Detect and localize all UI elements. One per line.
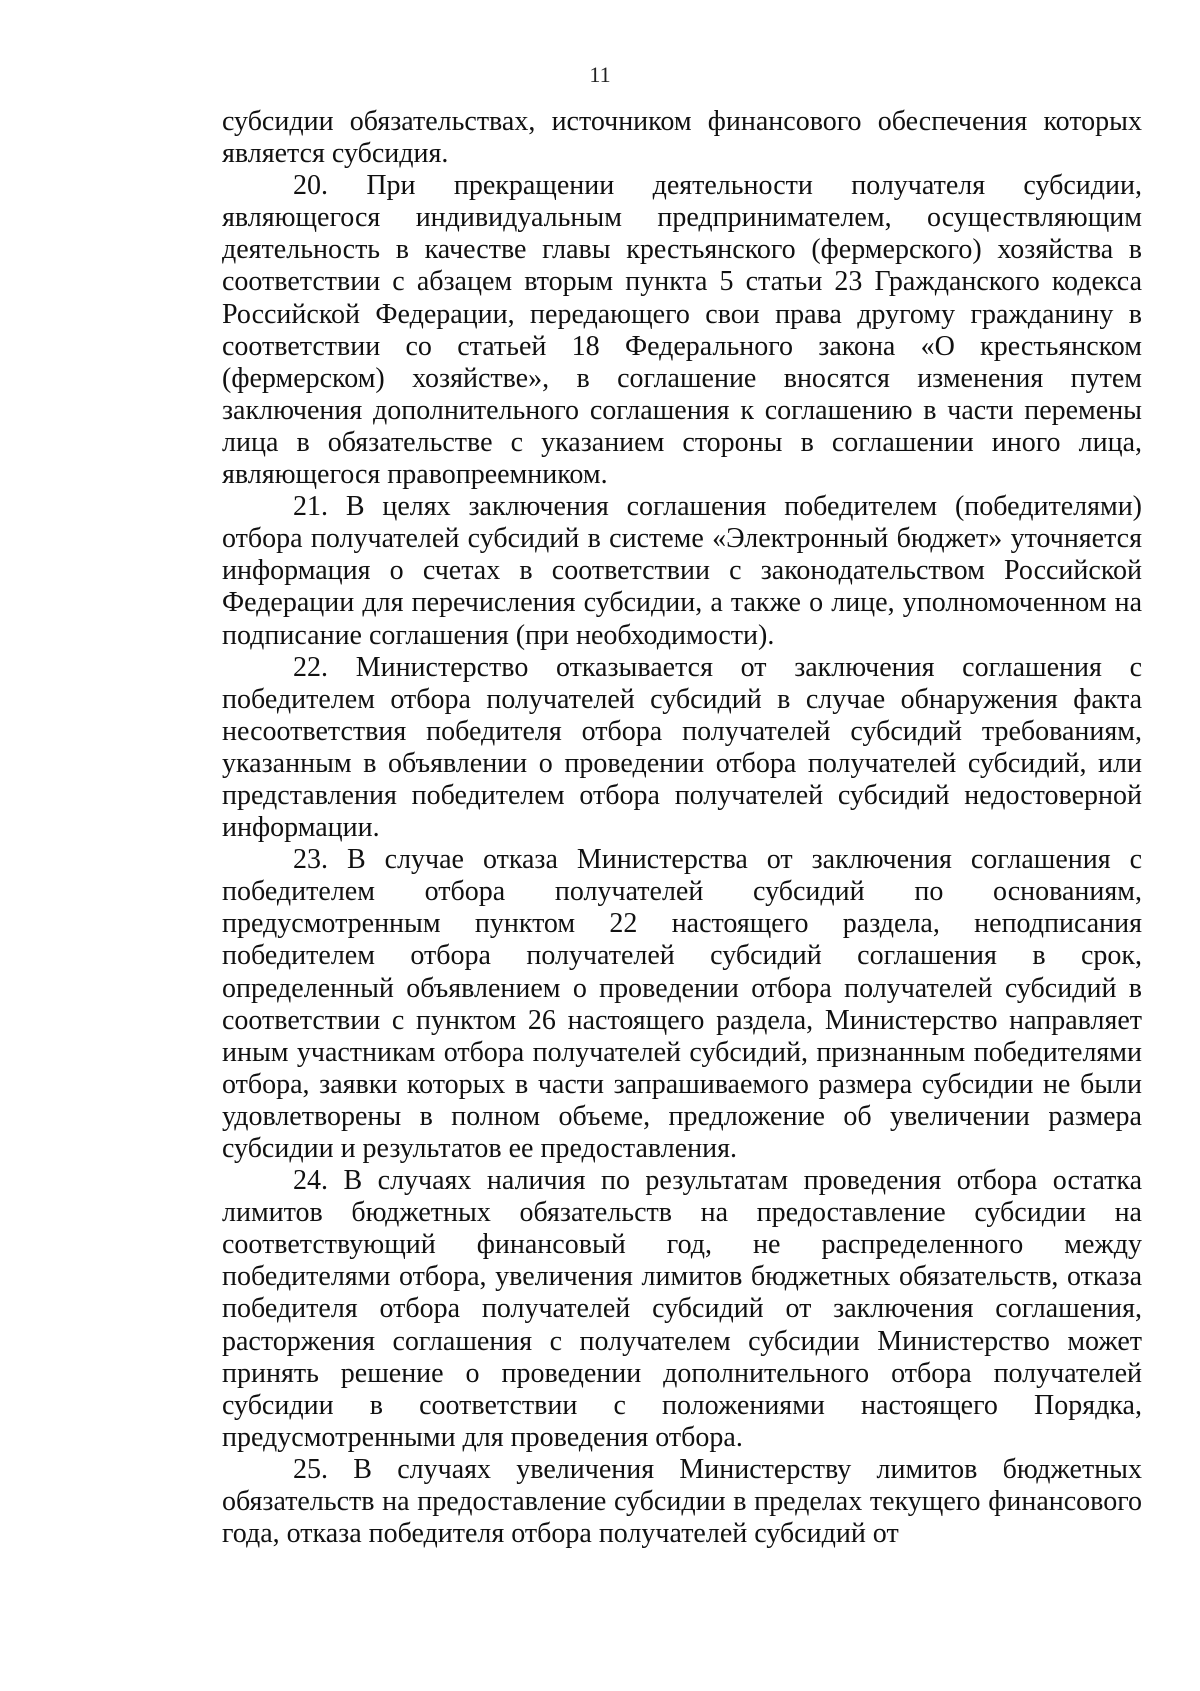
page-number: 11 (589, 62, 611, 87)
paragraph-item-23: 23. В случае отказа Министерства от заключения соглашения с победителем отбора получателей субсидий по основаниям, предусмотренным пунктом 22 настоящего раздела, неподписания победителем отбора получателей субсидий соглашения в срок, определенный объявлением о проведении отбора получателей субсидий в соответствии с пунктом 26 настоящего раздела, Министерство направляет иным участникам отбора получателей субсидий, признанным победителями отбора, заявки которых в части запрашиваемого размера субсидии не были удовлетворены в полном объеме, предложение об увеличении размера субсидии и результатов ее предоставления. (222, 844, 1142, 1164)
document-body (222, 106, 1142, 1550)
paragraph-item-25: 25. В случаях увеличения Министерству лимитов бюджетных обязательств на предоставление субсидии в пределах текущего финансового года, отказа победителя отбора получателей субсидий от (222, 1453, 1142, 1550)
paragraph-item-20: 20. При прекращении деятельности получателя субсидии, являющегося индивидуальным предпринимателем, осуществляющим деятельность в качестве главы крестьянского (фермерского) хозяйства в соответствии с абзацем вторым пункта 5 статьи 23 Гражданского кодекса Российской Федерации, передающего свои права другому гражданину в соответствии со статьей 18 Федерального закона «О крестьянском (фермерском) хозяйстве», в соглашение вносятся изменения путем заключения дополнительного соглашения к соглашению в части перемены лица в обязательстве с указанием стороны в соглашении иного лица, являющегося правопреемником. (222, 170, 1142, 491)
paragraph-item-21: 21. В целях заключения соглашения победителем (победителями) отбора получателей субсидий в системе «Электронный бюджет» уточняется информация о счетах в соответствии с законодательством Российской Федерации для перечисления субсидии, а также о лице, уполномоченном на подписание соглашения (при необходимости). (222, 491, 1142, 651)
paragraph-item-22: 22. Министерство отказывается от заключения соглашения с победителем отбора получателей субсидий в случае обнаружения факта несоответствия победителя отбора получателей субсидий требованиям, указанным в объявлении о проведении отбора получателей субсидий, или представления победителем отбора получателей субсидий недостоверной информации. (222, 651, 1142, 844)
paragraph-continuation: субсидии обязательствах, источником финансового обеспечения которых является субсидия. (222, 106, 1142, 170)
paragraph-item-24: 24. В случаях наличия по результатам проведения отбора остатка лимитов бюджетных обязательств на предоставление субсидии на соответствующий финансовый год, не распределенного между победителями отбора, увеличения лимитов бюджетных обязательств, отказа победителя отбора получателей субсидий от заключения соглашения, расторжения соглашения с получателем субсидии Министерство может принять решение о проведении дополнительного отбора получателей субсидии в соответствии с положениями настоящего Порядка, предусмотренными для проведения отбора. (222, 1165, 1142, 1453)
